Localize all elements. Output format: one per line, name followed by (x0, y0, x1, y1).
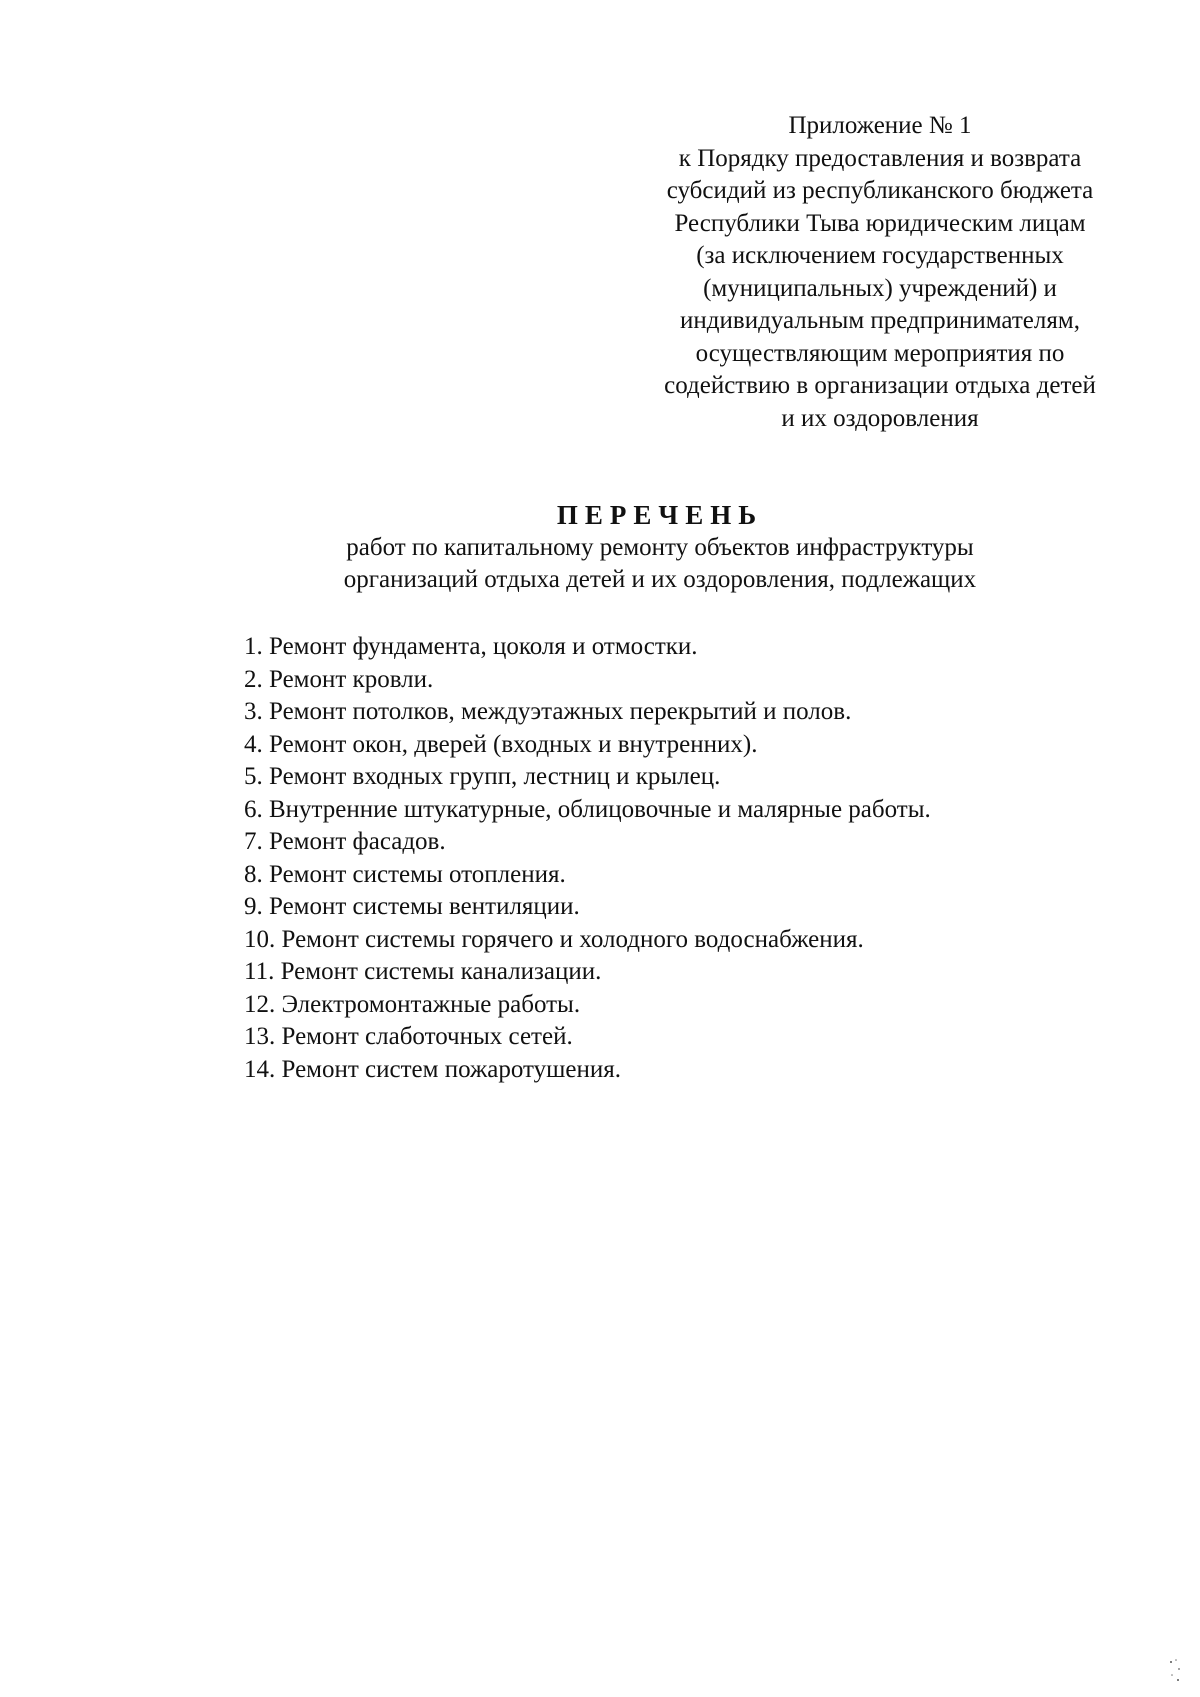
list-item: 13. Ремонт слаботочных сетей. (244, 1023, 573, 1050)
appendix-line: к Порядку предоставления и возврата (678, 144, 1082, 172)
subtitle-line: организаций отдыха детей и их оздоровления, подлежащих (343, 566, 977, 593)
list-item: 2. Ремонт кровли. (244, 665, 434, 693)
appendix-line: и их оздоровления (781, 404, 979, 432)
scan-speck (1168, 1657, 1182, 1683)
list-item: 12. Электромонтажные работы. (244, 990, 581, 1018)
list-item: 5. Ремонт входных групп, лестниц и крылец. (244, 763, 721, 790)
list-item: 7. Ремонт фасадов. (244, 828, 446, 855)
works-list (244, 631, 1144, 1086)
document-title-block (240, 498, 1080, 596)
appendix-line: Республики Тыва юридическим лицам (674, 209, 1086, 237)
appendix-line: (муниципальных) учреждений) и (703, 274, 1057, 302)
appendix-line: индивидуальным предпринимателям, (680, 307, 1080, 334)
document-subtitle (240, 532, 1080, 596)
list-item: 10. Ремонт системы горячего и холодного водоснабжения. (244, 925, 864, 953)
appendix-heading (640, 110, 1120, 435)
list-item: 6. Внутренние штукатурные, облицовочные и малярные работы. (244, 795, 931, 823)
appendix-line: (за исключением государственных (696, 242, 1064, 269)
appendix-line: осуществляющим мероприятия по (695, 339, 1065, 367)
document-title: ПЕРЕЧЕНЬ (556, 500, 764, 530)
appendix-line: Приложение № 1 (788, 112, 972, 139)
list-item: 9. Ремонт системы вентиляции. (244, 893, 580, 920)
appendix-line: субсидий из республиканского бюджета (666, 177, 1094, 204)
list-item: 8. Ремонт системы отопления. (244, 860, 566, 888)
appendix-line: содействию в организации отдыха детей (664, 372, 1096, 399)
list-item: 1. Ремонт фундамента, цоколя и отмостки. (244, 633, 698, 660)
list-item: 3. Ремонт потолков, междуэтажных перекрытий и полов. (244, 698, 852, 725)
subtitle-line: работ по капитальному ремонту объектов инфраструктуры (346, 534, 974, 561)
list-item: 14. Ремонт систем пожаротушения. (244, 1055, 621, 1083)
list-item: 11. Ремонт системы канализации. (244, 958, 602, 985)
list-item: 4. Ремонт окон, дверей (входных и внутренних). (244, 730, 758, 758)
